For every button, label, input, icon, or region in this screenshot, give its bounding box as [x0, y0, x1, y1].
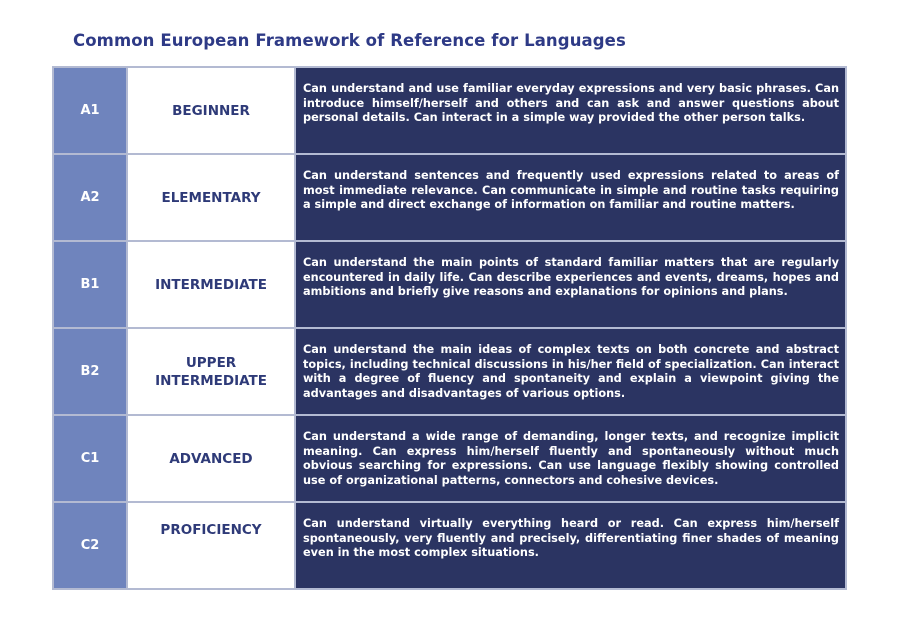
table-row — [53, 154, 846, 241]
level-code: B2 — [53, 328, 127, 415]
level-code: A1 — [53, 67, 127, 154]
level-name: PROFICIENCY — [127, 502, 295, 589]
description-text: Can understand virtually everything heard or read. Can express him/herself spontaneously, very fluently and precisely, differentiating finer shades of meaning even in the most complex situations. — [303, 517, 839, 560]
table-row — [53, 502, 846, 589]
level-name: UPPER INTERMEDIATE — [127, 328, 295, 415]
level-description — [295, 328, 846, 415]
table-row — [53, 67, 846, 154]
page-title: Common European Framework of Reference for Languages — [73, 31, 626, 50]
level-description — [295, 502, 846, 589]
description-text: Can understand and use familiar everyday expressions and very basic phrases. Can introduce himself/herself and others and can ask and answer questions about personal details. Can interact in a simple way provided the other person talks. — [303, 82, 839, 125]
level-name: INTERMEDIATE — [127, 241, 295, 328]
level-name: BEGINNER — [127, 67, 295, 154]
level-description — [295, 67, 846, 154]
table-row — [53, 328, 846, 415]
description-text: Can understand the main ideas of complex texts on both concrete and abstract topics, including technical discussions in his/her field of specialization. Can interact with a degree of fluency and spontaneity and explain a viewpoint giving the advantages and disadvantages of various options. — [303, 343, 839, 400]
table-row — [53, 415, 846, 502]
cefr-table — [52, 66, 847, 590]
description-text: Can understand the main points of standard familiar matters that are regularly encountered in daily life. Can describe experiences and events, dreams, hopes and ambitions and briefly give reasons and explanations for opinions and plans. — [303, 256, 839, 299]
level-description — [295, 241, 846, 328]
level-code: A2 — [53, 154, 127, 241]
level-code: C2 — [53, 502, 127, 589]
description-text: Can understand a wide range of demanding, longer texts, and recognize implicit meaning. Can express him/herself fluently and spontaneously without much obvious searching for expressions. Can use language flexibly showing controlled use of organizational patterns, connectors and cohesive devices. — [303, 430, 839, 487]
level-code: B1 — [53, 241, 127, 328]
level-code: C1 — [53, 415, 127, 502]
table-row — [53, 241, 846, 328]
description-text: Can understand sentences and frequently used expressions related to areas of most immediate relevance. Can communicate in simple and routine tasks requiring a simple and direct exchange of information on familiar and routine matters. — [303, 169, 839, 212]
level-name: ADVANCED — [127, 415, 295, 502]
level-description — [295, 415, 846, 502]
level-description — [295, 154, 846, 241]
level-name: ELEMENTARY — [127, 154, 295, 241]
